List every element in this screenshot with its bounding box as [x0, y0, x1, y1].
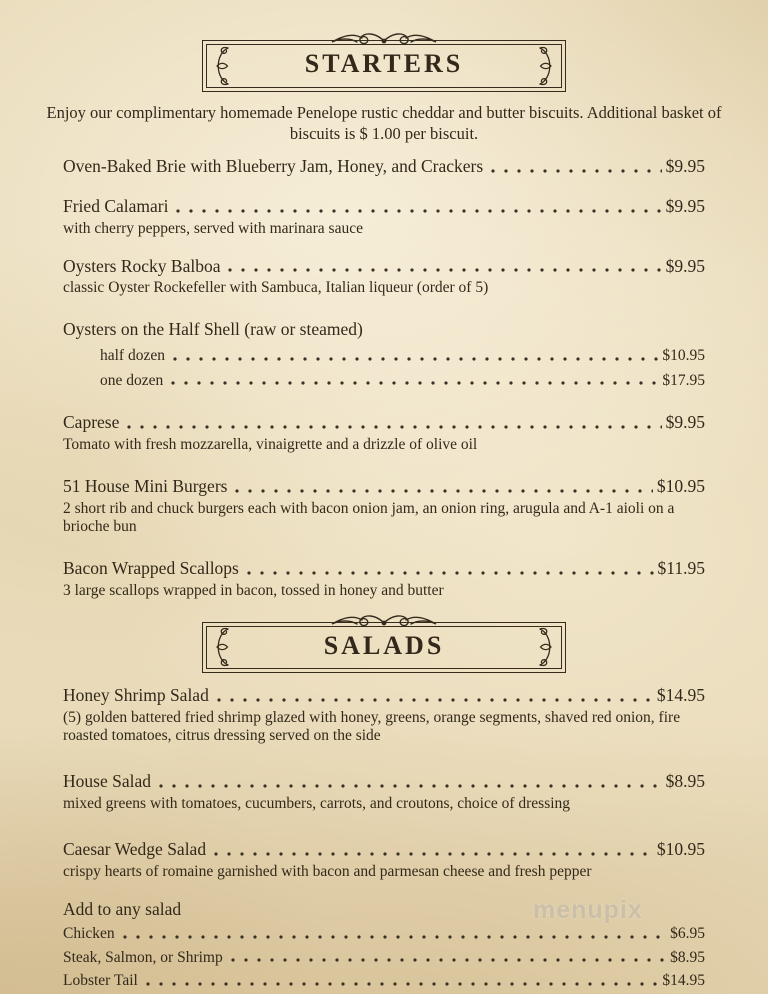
dot-leader — [173, 357, 658, 361]
dot-leader — [491, 169, 661, 173]
item-price: $10.95 — [656, 475, 705, 496]
item-price: $9.95 — [665, 412, 705, 432]
item-name: Chicken — [63, 925, 115, 943]
menu-addon-lobster-tail — [63, 971, 705, 990]
dot-leader — [235, 489, 652, 493]
item-name: Steak, Salmon, or Shrimp — [63, 948, 223, 966]
menu-item-bacon-scallops — [63, 558, 705, 600]
item-name: Honey Shrimp Salad — [63, 685, 209, 706]
menu-item-mini-burgers — [63, 476, 705, 536]
item-price: $9.95 — [665, 155, 705, 176]
item-name: Bacon Wrapped Scallops — [63, 557, 239, 578]
item-description: 3 large scallops wrapped in bacon, tossed in honey and butter — [63, 581, 444, 599]
menu-subitem-one-dozen — [63, 371, 705, 390]
curl-flourish-right-icon — [536, 627, 560, 667]
dot-leader — [159, 784, 662, 788]
dot-leader — [176, 209, 661, 213]
item-price: $17.95 — [662, 371, 705, 389]
item-name: Lobster Tail — [63, 972, 138, 990]
starters-list — [63, 156, 705, 600]
item-name: Caprese — [63, 412, 120, 432]
item-name: 51 House Mini Burgers — [63, 475, 228, 496]
dot-leader — [146, 982, 659, 986]
item-description: crispy hearts of romaine garnished with bacon and parmesan cheese and fresh pepper — [63, 862, 592, 880]
item-description: with cherry peppers, served with marinara sauce — [63, 219, 363, 237]
section-title-salads: SALADS — [206, 626, 562, 670]
item-name: half dozen — [100, 347, 165, 365]
item-description: mixed greens with tomatoes, cucumbers, carrots, and croutons, choice of dressing — [63, 794, 571, 812]
dot-leader — [231, 958, 666, 962]
scroll-flourish-icon — [324, 29, 444, 49]
item-price: $14.95 — [662, 972, 705, 990]
item-price: $8.95 — [665, 770, 705, 791]
item-description: (5) golden battered fried shrimp glazed with honey, greens, orange segments, shaved red onion, fire roasted tomatoes, citrus dressing served on the side — [63, 708, 681, 744]
curl-flourish-left-icon — [208, 46, 232, 86]
section-title-starters: STARTERS — [206, 44, 562, 88]
menu-addon-chicken — [63, 924, 705, 943]
section-banner-salads — [202, 622, 566, 674]
item-price: $9.95 — [665, 255, 705, 276]
scroll-flourish-icon — [324, 611, 444, 631]
item-name: Oven-Baked Brie with Blueberry Jam, Honey, and Crackers — [63, 155, 484, 176]
item-price: $14.95 — [656, 685, 705, 706]
item-price: $6.95 — [670, 925, 705, 943]
menu-item-caesar-wedge-salad — [63, 839, 705, 881]
item-price: $11.95 — [657, 557, 705, 578]
dot-leader — [171, 381, 658, 385]
curl-flourish-right-icon — [536, 46, 560, 86]
dot-leader — [123, 935, 666, 939]
salads-list — [63, 685, 705, 991]
item-name: Oysters on the Half Shell (raw or steamed) — [63, 319, 363, 340]
menu-item-oysters-half-shell — [63, 319, 705, 390]
curl-flourish-left-icon — [208, 627, 232, 667]
menu-item-house-salad — [63, 771, 705, 813]
menu-item-caprese — [63, 412, 705, 454]
dot-leader — [217, 698, 653, 702]
item-name: Fried Calamari — [63, 195, 169, 216]
item-description: 2 short rib and chuck burgers each with bacon onion jam, an onion ring, arugula and A-1 aioli on a brioche bun — [63, 499, 675, 535]
menu-addon-steak-salmon-shrimp — [63, 948, 705, 967]
item-name: one dozen — [100, 371, 164, 389]
menu-item-brie — [63, 156, 705, 178]
menu-item-honey-shrimp-salad — [63, 685, 705, 745]
item-price: $9.95 — [665, 195, 705, 216]
intro-text: Enjoy our complimentary homemade Penelope rustic cheddar and butter biscuits. Additional basket of biscuits is $ 1.00 per biscuit. — [46, 102, 722, 143]
item-description: Tomato with fresh mozzarella, vinaigrette and a drizzle of olive oil — [63, 435, 478, 453]
item-price: $10.95 — [656, 838, 705, 859]
item-name: Oysters Rocky Balboa — [63, 255, 221, 276]
menu-item-oysters-balboa — [63, 256, 705, 298]
dot-leader — [214, 852, 653, 856]
menu-subitem-half-dozen — [63, 346, 705, 365]
item-name: House Salad — [63, 770, 151, 791]
item-price: $8.95 — [670, 948, 705, 966]
item-description: classic Oyster Rockefeller with Sambuca, Italian liqueur (order of 5) — [63, 279, 489, 297]
item-name: Caesar Wedge Salad — [63, 838, 207, 859]
section-banner-starters — [202, 40, 566, 92]
item-price: $10.95 — [662, 347, 705, 365]
menu-item-calamari — [63, 196, 705, 238]
dot-leader — [127, 425, 661, 429]
dot-leader — [228, 268, 661, 272]
item-name: Add to any salad — [63, 898, 182, 919]
dot-leader — [247, 571, 654, 575]
watermark: menupix — [533, 896, 643, 924]
